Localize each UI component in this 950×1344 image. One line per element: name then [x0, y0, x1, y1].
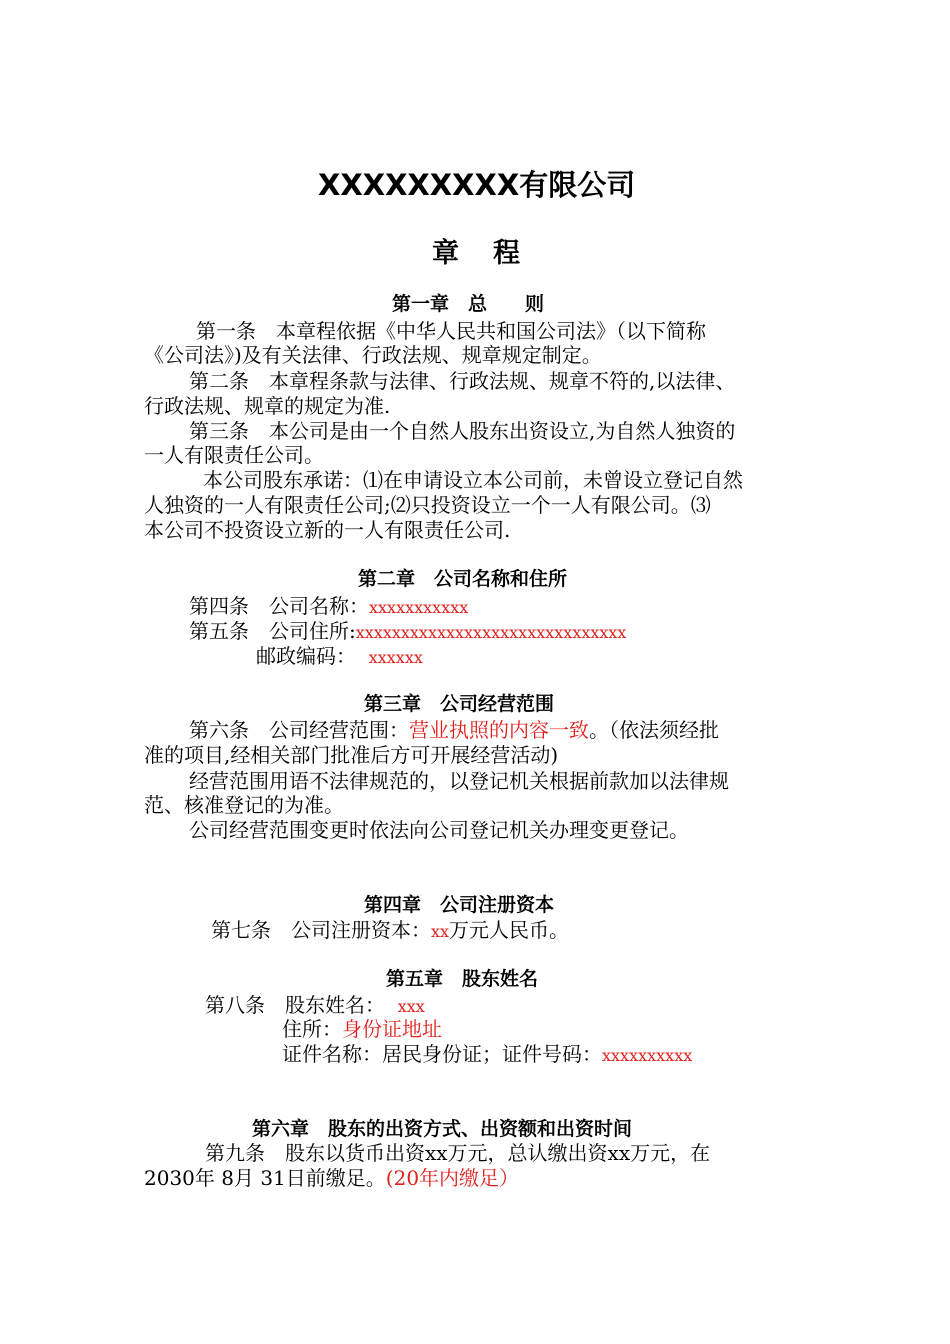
shareholder-pledge-line-1: 本公司股东承诺：⑴在申请设立本公司前，未曾设立登记自然 — [203, 468, 743, 492]
article-1-line-1: 第一条 本章程依据《中华人民共和国公司法》（以下简称 — [196, 319, 706, 343]
article-5 — [189, 619, 626, 645]
shareholder-address-label: 住所： — [282, 1017, 342, 1041]
company-name-value: xxxxxxxxxxx — [369, 598, 469, 617]
registered-capital-value: xx — [431, 922, 450, 941]
scope-change-paragraph: 公司经营范围变更时依法向公司登记机关办理变更登记。 — [189, 818, 689, 842]
article-3-line-1: 第三条 本公司是由一个自然人股东出资设立,为自然人独资的 — [189, 419, 736, 443]
scope-paragraph-line-1: 经营范围用语不法律规范的，以登记机关根据前款加以法律规 — [189, 769, 729, 793]
article-4 — [189, 594, 468, 620]
shareholder-address-value: 身份证地址 — [342, 1017, 442, 1041]
business-scope-value: 营业执照的内容一致 — [409, 718, 589, 742]
article-2-line-2: 行政法规、规章的规定为准. — [144, 394, 391, 418]
chapter-6-heading: 第六章 股东的出资方式、出资额和出资时间 — [252, 1118, 633, 1140]
article-6-rest: 。（依法须经批 — [589, 718, 719, 742]
article-7-rest: 万元人民币。 — [449, 918, 570, 942]
contribution-deadline: 2030年 8月 31日前缴足。 — [144, 1166, 386, 1190]
article-9-line-2 — [144, 1166, 519, 1190]
postal-code-label: 邮政编码： — [256, 644, 356, 668]
scope-paragraph-line-2: 范、核准登记的为准。 — [144, 793, 344, 817]
company-address-value: xxxxxxxxxxxxxxxxxxxxxxxxxxxxxx — [355, 623, 627, 642]
article-6-line-2: 准的项目,经相关部门批准后方可开展经营活动) — [144, 743, 559, 767]
chapter-3-heading: 第三章 公司经营范围 — [364, 693, 555, 715]
article-2-line-1: 第二条 本章程条款与法律、行政法规、规章不符的,以法律、 — [189, 369, 736, 393]
shareholder-address — [282, 1017, 442, 1041]
article-8 — [205, 993, 425, 1019]
chapter-1-heading: 第一章 总 则 — [392, 293, 545, 315]
shareholder-pledge-line-2: 人独资的一人有限责任公司;⑵只投资设立一个一人有限公司。⑶ — [144, 493, 711, 517]
article-7-label: 第七条 公司注册资本： — [211, 918, 431, 942]
company-title: XXXXXXXXX有限公司 — [318, 168, 636, 202]
shareholder-id — [282, 1042, 692, 1068]
document-title: 章程 — [432, 238, 554, 269]
article-4-label: 第四条 公司名称： — [189, 594, 369, 618]
article-8-label: 第八条 股东姓名： — [205, 993, 385, 1017]
article-6-label: 第六条 公司经营范围： — [189, 718, 409, 742]
contribution-note: (20年内缴足） — [385, 1166, 520, 1190]
article-7 — [211, 918, 569, 944]
article-1-line-2: 《公司法》)及有关法律、行政法规、规章规定制定。 — [144, 343, 602, 367]
chapter-5-heading: 第五章 股东姓名 — [386, 968, 539, 990]
shareholder-id-value: xxxxxxxxxx — [602, 1046, 693, 1065]
shareholder-id-label: 证件名称：居民身份证；证件号码： — [282, 1042, 602, 1066]
chapter-4-heading: 第四章 公司注册资本 — [364, 894, 555, 916]
shareholder-name-value: xxx — [397, 997, 425, 1016]
postal-code — [256, 644, 423, 670]
postal-code-value: xxxxxx — [368, 648, 423, 667]
shareholder-pledge-line-3: 本公司不投资设立新的一人有限责任公司. — [144, 518, 511, 542]
article-9-line-1: 第九条 股东以货币出资xx万元，总认缴出资xx万元，在 — [205, 1141, 711, 1165]
chapter-2-heading: 第二章 公司名称和住所 — [358, 568, 568, 590]
article-6-line-1 — [189, 718, 719, 742]
article-5-label: 第五条 公司住所: — [189, 619, 356, 643]
article-3-line-2: 一人有限责任公司。 — [144, 443, 324, 467]
